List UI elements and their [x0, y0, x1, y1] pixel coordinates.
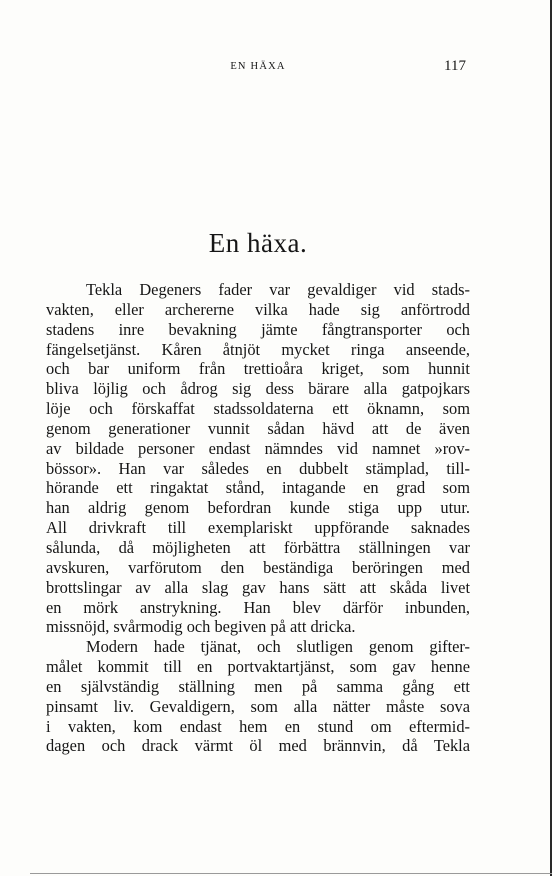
text-line: genom generationer vunnit sådan hävd att de även — [46, 418, 470, 438]
running-header — [46, 58, 470, 78]
text-line: han aldrig genom befordran kunde stiga upp utur. — [46, 498, 470, 518]
page-edge-bottom — [30, 873, 552, 874]
text-line: i vakten, kom endast hem en stund om eftermid- — [46, 716, 470, 736]
text-line: Modern hade tjänat, och slutligen genom gifter- — [86, 637, 470, 657]
text-line: sålunda, då möjligheten att förbättra ställningen var — [46, 537, 470, 557]
text-line: en självständig ställning men på samma gång ett — [46, 676, 470, 696]
text-line: stadens inre bevakning jämte fångtransporter och — [46, 319, 470, 339]
body-text — [46, 280, 470, 756]
text-line: brottslingar av alla slag gav hans sätt att skåda livet — [46, 577, 470, 597]
text-line: vakten, eller archererne vilka hade sig anförtrodd — [46, 299, 470, 319]
text-line: av bildade personer endast nämndes vid namnet »rov- — [46, 438, 470, 458]
chapter-title: En häxa. — [208, 228, 308, 258]
text-line: All drivkraft till exemplariskt uppförande saknades — [46, 518, 470, 538]
text-line: fängelsetjänst. Kåren åtnjöt mycket ringa anseende, — [46, 339, 470, 359]
page-number: 117 — [444, 58, 466, 74]
text-line: målet kommit till en portvaktartjänst, som gav henne — [46, 657, 470, 677]
text-line: bössor». Han var således en dubbelt stämplad, till- — [46, 458, 470, 478]
running-title: EN HÄXA — [230, 61, 286, 72]
text-line: bliva löjlig och ådrog sig dess bärare alla gatpojkars — [46, 379, 470, 399]
text-line: Tekla Degeners fader var gevaldiger vid stads- — [86, 280, 470, 299]
text-line: hörande ett ringaktat stånd, intagande en grad som — [46, 478, 470, 498]
text-line: missnöjd, svårmodig och begiven på att dricka. — [46, 617, 356, 637]
text-line: avskuren, varförutom den beständiga beröringen med — [46, 557, 470, 577]
text-line: pinsamt liv. Gevaldigern, som alla nätter måste sova — [46, 696, 470, 716]
text-line: dagen och drack värmt öl med brännvin, då Tekla — [46, 736, 470, 756]
text-line: löje och förskaffat stadssoldaterna ett öknamn, som — [46, 399, 470, 419]
text-line: en mörk anstrykning. Han blev därför inbunden, — [46, 597, 470, 617]
text-line: och bar uniform från trettioåra kriget, som hunnit — [46, 359, 470, 379]
